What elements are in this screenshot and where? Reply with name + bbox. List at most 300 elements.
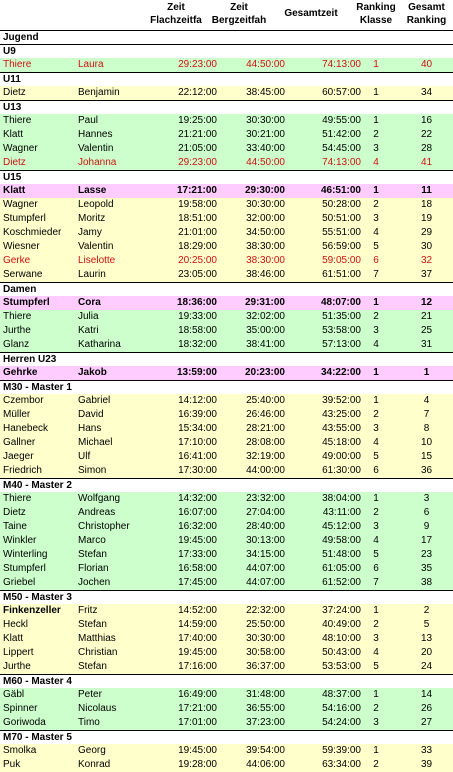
table-row: [0, 296, 453, 310]
table-row: [0, 366, 453, 380]
first-name: Simon: [78, 465, 107, 476]
time-berg: 22:32:00: [246, 605, 285, 616]
group-title: U15: [0, 170, 453, 184]
first-name: Johanna: [78, 157, 117, 168]
rank-klasse: 5: [373, 549, 379, 560]
time-gesamt: 50:43:00: [322, 647, 361, 658]
rank-gesamt: 36: [420, 465, 433, 476]
first-name: Jochen: [78, 577, 111, 588]
rank-gesamt: 28: [420, 143, 433, 154]
last-name: Dietz: [3, 157, 26, 168]
header-zeit-flach: [146, 1, 206, 27]
last-name: Griebel: [3, 577, 36, 588]
rank-gesamt: 30: [420, 241, 433, 252]
rank-klasse: 4: [373, 339, 379, 350]
time-flach: 14:32:00: [178, 493, 217, 504]
table-row: [0, 576, 453, 590]
first-name: Leopold: [78, 199, 114, 210]
time-gesamt: 54:16:00: [322, 703, 361, 714]
first-name: Benjamin: [78, 87, 120, 98]
time-berg: 36:37:00: [246, 661, 285, 672]
time-flach: 18:29:00: [178, 241, 217, 252]
time-flach: 19:45:00: [178, 745, 217, 756]
rank-gesamt: 23: [420, 549, 433, 560]
time-gesamt: 60:57:00: [322, 87, 361, 98]
first-name: Gabriel: [78, 395, 111, 406]
rank-gesamt: 8: [423, 423, 430, 434]
table-row: [0, 408, 453, 422]
rank-gesamt: 1: [423, 367, 430, 378]
last-name: Gehrke: [3, 367, 38, 378]
rank-gesamt: 39: [420, 759, 433, 770]
rank-gesamt: 21: [420, 311, 433, 322]
first-name: Stefan: [78, 661, 107, 672]
last-name: Jaeger: [3, 451, 34, 462]
last-name: Gerke: [3, 255, 31, 266]
time-flach: 18:32:00: [178, 339, 217, 350]
time-flach: 15:34:00: [178, 423, 217, 434]
time-gesamt: 54:45:00: [322, 143, 361, 154]
last-name: Jurthe: [3, 325, 31, 336]
time-flach: 14:52:00: [178, 605, 217, 616]
table-row: [0, 422, 453, 436]
header-zeit-flach-line1: Zeit: [167, 2, 185, 13]
rank-gesamt: 38: [420, 577, 433, 588]
time-gesamt: 49:58:00: [322, 535, 361, 546]
rank-gesamt: 35: [420, 563, 433, 574]
rank-klasse: 1: [373, 115, 379, 126]
rank-gesamt: 32: [420, 255, 433, 266]
first-name: Jakob: [78, 367, 107, 378]
last-name: Wagner: [3, 199, 38, 210]
rank-klasse: 1: [373, 605, 379, 616]
time-gesamt: 57:13:00: [322, 339, 361, 350]
time-berg: 25:40:00: [246, 395, 285, 406]
last-name: Friedrich: [3, 465, 42, 476]
time-gesamt: 56:59:00: [322, 241, 361, 252]
table-row: [0, 58, 453, 72]
last-name: Klatt: [3, 633, 24, 644]
time-gesamt: 59:39:00: [322, 745, 361, 756]
rank-gesamt: 25: [420, 325, 433, 336]
time-flach: 19:33:00: [178, 311, 217, 322]
time-gesamt: 45:12:00: [322, 521, 361, 532]
rank-klasse: 1: [373, 87, 379, 98]
group-title: U9: [0, 44, 453, 58]
table-row: [0, 702, 453, 716]
time-berg: 35:00:00: [246, 325, 285, 336]
time-berg: 38:45:00: [246, 87, 285, 98]
last-name: Gäbl: [3, 689, 25, 700]
table-row: [0, 492, 453, 506]
last-name: Hanebeck: [3, 423, 49, 434]
header-ranking-klasse-line2: Klasse: [359, 15, 393, 26]
first-name: Christopher: [78, 521, 130, 532]
time-flach: 16:32:00: [178, 521, 217, 532]
table-row: [0, 338, 453, 352]
time-flach: 17:30:00: [178, 465, 217, 476]
time-flach: 17:10:00: [178, 437, 217, 448]
time-berg: 44:50:00: [246, 157, 285, 168]
group-title: M70 - Master 5: [0, 730, 453, 744]
rank-gesamt: 34: [420, 87, 433, 98]
first-name: Fritz: [78, 605, 98, 616]
time-flach: 14:12:00: [178, 395, 217, 406]
time-flach: 18:36:00: [176, 297, 217, 308]
rank-gesamt: 15: [420, 451, 433, 462]
time-gesamt: 55:51:00: [322, 227, 361, 238]
time-gesamt: 38:04:00: [322, 493, 361, 504]
time-berg: 36:55:00: [246, 703, 285, 714]
time-flach: 16:49:00: [178, 689, 217, 700]
last-name: Heckl: [3, 619, 29, 630]
first-name: Timo: [78, 717, 100, 728]
rank-klasse: 2: [373, 311, 379, 322]
time-flach: 16:07:00: [178, 507, 217, 518]
rank-klasse: 7: [373, 269, 379, 280]
table-row: [0, 142, 453, 156]
rank-klasse: 1: [373, 395, 379, 406]
last-name: Dietz: [3, 87, 26, 98]
last-name: Thiere: [3, 493, 32, 504]
time-berg: 26:46:00: [246, 409, 285, 420]
first-name: Marco: [78, 535, 106, 546]
rank-klasse: 5: [373, 661, 379, 672]
group-title: M40 - Master 2: [0, 478, 453, 492]
table-row: [0, 604, 453, 618]
header-ranking-klasse: [347, 1, 405, 27]
time-flach: 14:59:00: [178, 619, 217, 630]
time-gesamt: 54:24:00: [322, 717, 361, 728]
rank-gesamt: 5: [423, 619, 430, 630]
time-gesamt: 45:18:00: [322, 437, 361, 448]
time-flach: 19:25:00: [178, 115, 217, 126]
first-name: David: [78, 409, 104, 420]
table-row: [0, 506, 453, 520]
rank-klasse: 2: [373, 759, 379, 770]
rank-gesamt: 33: [420, 745, 433, 756]
time-flach: 17:45:00: [178, 577, 217, 588]
rank-klasse: 1: [373, 59, 379, 70]
first-name: Wolfgang: [78, 493, 121, 504]
first-name: Konrad: [78, 759, 111, 770]
time-gesamt: 53:53:00: [322, 661, 361, 672]
rank-klasse: 2: [373, 507, 379, 518]
group-title: Damen: [0, 282, 453, 296]
last-name: Winterling: [3, 549, 48, 560]
time-gesamt: 49:00:00: [322, 451, 361, 462]
last-name: Taine: [3, 521, 27, 532]
first-name: Moritz: [78, 213, 106, 224]
rank-gesamt: 7: [423, 409, 430, 420]
time-flach: 16:41:00: [178, 451, 217, 462]
rank-gesamt: 17: [420, 535, 433, 546]
last-name: Stumpferl: [3, 213, 46, 224]
time-gesamt: 48:07:00: [320, 297, 361, 308]
table-row: [0, 268, 453, 282]
time-flach: 16:39:00: [178, 409, 217, 420]
rank-gesamt: 20: [420, 647, 433, 658]
time-berg: 23:32:00: [246, 493, 285, 504]
table-row: [0, 310, 453, 324]
rank-gesamt: 18: [420, 199, 433, 210]
time-berg: 27:04:00: [246, 507, 285, 518]
rank-klasse: 2: [373, 129, 379, 140]
first-name: Laura: [78, 59, 104, 70]
last-name: Klatt: [3, 129, 24, 140]
table-row: [0, 688, 453, 702]
last-name: Serwane: [3, 269, 43, 280]
group-title: Jugend: [0, 30, 453, 44]
last-name: Thiere: [3, 59, 32, 70]
time-flach: 18:51:00: [178, 213, 217, 224]
first-name: Jamy: [78, 227, 102, 238]
table-row: [0, 520, 453, 534]
rank-gesamt: 26: [420, 703, 433, 714]
time-flach: 17:33:00: [178, 549, 217, 560]
rank-gesamt: 41: [420, 157, 433, 168]
first-name: Florian: [78, 563, 109, 574]
table-row: [0, 646, 453, 660]
time-berg: 30:13:00: [246, 535, 285, 546]
table-row: [0, 156, 453, 170]
rank-klasse: 1: [373, 297, 379, 308]
time-flach: 29:23:00: [178, 59, 217, 70]
group-title: M50 - Master 3: [0, 590, 453, 604]
header-zeit-flach-line2: Flachzeitfa: [150, 15, 202, 26]
rank-klasse: 4: [373, 227, 379, 238]
rank-gesamt: 14: [420, 689, 433, 700]
time-flach: 29:23:00: [178, 157, 217, 168]
rank-klasse: 7: [373, 577, 379, 588]
time-gesamt: 61:51:00: [322, 269, 361, 280]
time-berg: 30:58:00: [246, 647, 285, 658]
rank-klasse: 3: [373, 717, 379, 728]
first-name: Katri: [78, 325, 99, 336]
header-gesamt-ranking-line2: Ranking: [406, 15, 447, 26]
time-gesamt: 51:42:00: [322, 129, 361, 140]
group-title: M30 - Master 1: [0, 380, 453, 394]
time-flach: 19:58:00: [178, 199, 217, 210]
time-gesamt: 39:52:00: [322, 395, 361, 406]
last-name: Stumpferl: [3, 297, 50, 308]
rank-klasse: 6: [373, 465, 379, 476]
time-berg: 28:40:00: [246, 521, 285, 532]
time-gesamt: 49:55:00: [322, 115, 361, 126]
first-name: Lasse: [78, 185, 107, 196]
first-name: Julia: [78, 311, 99, 322]
time-berg: 44:07:00: [246, 577, 285, 588]
time-flach: 17:16:00: [178, 661, 217, 672]
time-flach: 21:05:00: [178, 143, 217, 154]
last-name: Gallner: [3, 437, 36, 448]
rank-gesamt: 37: [420, 269, 433, 280]
rank-klasse: 4: [373, 437, 379, 448]
time-berg: 29:30:00: [244, 185, 285, 196]
time-berg: 30:30:00: [246, 199, 285, 210]
time-berg: 25:50:00: [246, 619, 285, 630]
time-berg: 33:40:00: [246, 143, 285, 154]
rank-klasse: 3: [373, 633, 379, 644]
time-gesamt: 50:28:00: [322, 199, 361, 210]
last-name: Winkler: [3, 535, 37, 546]
first-name: Stefan: [78, 619, 107, 630]
time-berg: 44:50:00: [246, 59, 285, 70]
time-gesamt: 43:55:00: [322, 423, 361, 434]
table-row: [0, 226, 453, 240]
time-gesamt: 37:24:00: [322, 605, 361, 616]
first-name: Nicolaus: [78, 703, 117, 714]
first-name: Michael: [78, 437, 113, 448]
group-title: U13: [0, 100, 453, 114]
time-gesamt: 74:13:00: [322, 157, 361, 168]
group-title: U11: [0, 72, 453, 86]
table-row: [0, 128, 453, 142]
header-ranking-klasse-line1: Ranking: [356, 2, 396, 13]
rank-klasse: 3: [373, 213, 379, 224]
time-flach: 13:59:00: [176, 367, 217, 378]
header-zeit-berg-line1: Zeit: [230, 2, 248, 13]
first-name: Georg: [78, 745, 106, 756]
rank-klasse: 2: [373, 409, 379, 420]
group-title: M60 - Master 4: [0, 674, 453, 688]
rank-gesamt: 22: [420, 129, 433, 140]
time-gesamt: 48:10:00: [322, 633, 361, 644]
rank-klasse: 1: [373, 689, 379, 700]
last-name: Glanz: [3, 339, 30, 350]
rank-klasse: 3: [373, 325, 379, 336]
time-gesamt: 51:35:00: [322, 311, 361, 322]
time-gesamt: 59:05:00: [322, 255, 361, 266]
rank-klasse: 4: [373, 647, 379, 658]
time-gesamt: 40:49:00: [322, 619, 361, 630]
time-flach: 18:58:00: [178, 325, 217, 336]
rank-gesamt: 19: [420, 213, 433, 224]
rank-gesamt: 9: [423, 521, 430, 532]
last-name: Lippert: [3, 647, 34, 658]
last-name: Klatt: [3, 185, 26, 196]
header-gesamtzeit: Gesamtzeit: [284, 8, 338, 19]
rank-gesamt: 27: [420, 717, 433, 728]
table-row: [0, 548, 453, 562]
time-flach: 17:21:00: [176, 185, 217, 196]
time-gesamt: 43:25:00: [322, 409, 361, 420]
last-name: Goriwoda: [3, 717, 46, 728]
rank-klasse: 1: [373, 185, 379, 196]
time-berg: 38:30:00: [246, 241, 285, 252]
last-name: Stumpferl: [3, 563, 46, 574]
rank-gesamt: 12: [420, 297, 433, 308]
table-row: [0, 618, 453, 632]
time-flach: 22:12:00: [178, 87, 217, 98]
time-berg: 30:30:00: [246, 633, 285, 644]
time-flach: 19:28:00: [178, 759, 217, 770]
last-name: Koschmieder: [3, 227, 62, 238]
header-zeit-berg: [206, 1, 272, 27]
last-name: Smolka: [3, 745, 37, 756]
header-zeit-berg-line2: Bergzeitfah: [211, 15, 267, 26]
rank-klasse: 3: [373, 423, 379, 434]
last-name: Czembor: [3, 395, 44, 406]
rank-gesamt: 3: [423, 493, 430, 504]
time-flach: 21:01:00: [178, 227, 217, 238]
table-row: [0, 240, 453, 254]
rank-klasse: 5: [373, 241, 379, 252]
table-row: [0, 254, 453, 268]
last-name: Puk: [3, 759, 21, 770]
first-name: Peter: [78, 689, 102, 700]
time-berg: 30:21:00: [246, 129, 285, 140]
first-name: Matthias: [78, 633, 116, 644]
rank-gesamt: 29: [420, 227, 433, 238]
rank-gesamt: 4: [423, 395, 430, 406]
rank-gesamt: 16: [420, 115, 433, 126]
last-name: Jurthe: [3, 661, 31, 672]
time-berg: 29:31:00: [244, 297, 285, 308]
first-name: Ulf: [78, 451, 91, 462]
table-row: [0, 464, 453, 478]
time-gesamt: 61:05:00: [322, 563, 361, 574]
time-berg: 34:15:00: [246, 549, 285, 560]
rank-gesamt: 40: [420, 59, 433, 70]
time-berg: 32:02:00: [246, 311, 285, 322]
time-flach: 17:21:00: [178, 703, 217, 714]
table-row: [0, 534, 453, 548]
time-flach: 17:01:00: [178, 717, 217, 728]
first-name: Paul: [78, 115, 99, 126]
first-name: Laurin: [78, 269, 106, 280]
time-gesamt: 48:37:00: [322, 689, 361, 700]
time-berg: 30:30:00: [246, 115, 285, 126]
time-flach: 21:21:00: [178, 129, 217, 140]
table-row: [0, 436, 453, 450]
time-flach: 16:58:00: [178, 563, 217, 574]
time-berg: 44:06:00: [246, 759, 285, 770]
time-flach: 20:25:00: [178, 255, 217, 266]
time-gesamt: 61:30:00: [322, 465, 361, 476]
rank-klasse: 3: [373, 143, 379, 154]
table-row: [0, 562, 453, 576]
table-row: [0, 744, 453, 758]
time-berg: 38:30:00: [246, 255, 285, 266]
table-row: [0, 184, 453, 198]
rank-gesamt: 6: [423, 507, 430, 518]
table-row: [0, 86, 453, 100]
time-berg: 39:54:00: [246, 745, 285, 756]
last-name: Thiere: [3, 115, 32, 126]
rank-klasse: 1: [373, 745, 379, 756]
table-row: [0, 198, 453, 212]
time-berg: 32:19:00: [246, 451, 285, 462]
last-name: Finkenzeller: [3, 605, 61, 616]
first-name: Cora: [78, 297, 101, 308]
header-gesamt-ranking: [405, 1, 448, 27]
time-berg: 37:23:00: [246, 717, 285, 728]
time-flach: 23:05:00: [178, 269, 217, 280]
time-berg: 31:48:00: [246, 689, 285, 700]
results-groups: [0, 30, 453, 772]
rank-klasse: 4: [373, 535, 379, 546]
first-name: Valentin: [78, 143, 114, 154]
rank-gesamt: 10: [420, 437, 433, 448]
time-gesamt: 43:11:00: [322, 507, 361, 518]
table-row: [0, 114, 453, 128]
table-row: [0, 758, 453, 772]
table-row: [0, 394, 453, 408]
last-name: Thiere: [3, 311, 32, 322]
time-berg: 44:07:00: [246, 563, 285, 574]
time-berg: 44:00:00: [246, 465, 285, 476]
